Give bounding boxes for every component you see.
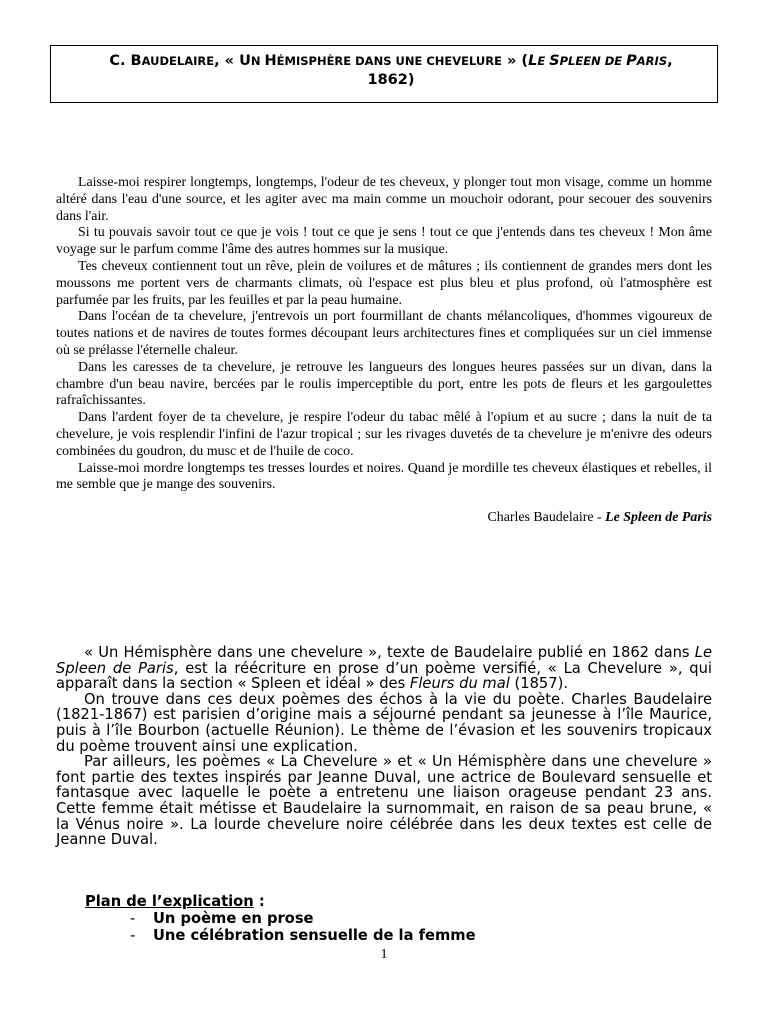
poem-text xyxy=(56,175,712,494)
introduction-text xyxy=(56,645,712,848)
page-number: 1 xyxy=(380,947,388,962)
poem-paragraph: Laisse-moi respirer longtemps, longtemps, l'odeur de tes cheveux, y plonger tout mon visage, comme un homme altéré dans l'eau d'une source, et les agiter avec ma main comme un mouchoir odorant, pour secouer des souvenirs dans l'air. xyxy=(56,175,712,224)
plan-list xyxy=(85,910,685,944)
intro-paragraph: Par ailleurs, les poèmes « La Chevelure » et « Un Hémisphère dans une chevelure » font partie des textes inspirés par Jeanne Duval, une actrice de Boulevard sensuelle et fantasque avec laquelle le poète a entretenu une liaison orageuse pendant 23 ans. Cette femme était métisse et Baudelaire la surnommait, en raison de sa peau brune, « la Vénus noire ». La lourde chevelure noire célébrée dans les deux textes est celle de Jeanne Duval. xyxy=(56,753,712,849)
poem-paragraph: Laisse-moi mordre longtemps tes tresses lourdes et noires. Quand je mordille tes cheveux élastiques et rebelles, il me semble que je mange des souvenirs. xyxy=(56,460,712,493)
poem-signature xyxy=(56,510,712,526)
poem-paragraph: Tes cheveux contiennent tout un rêve, plein de voilures et de mâtures ; ils contiennent de grandes mers dont les moussons me portent vers de charmants climats, où l'espace est plus bleu et plus profond, où l'atmosphère est parfumée par les fruits, par les feuilles et par la peau humaine. xyxy=(56,258,712,308)
signature-work: Le Spleen de Paris xyxy=(605,510,712,525)
signature-author: Charles Baudelaire - xyxy=(487,510,606,525)
plan-item: - Un poème en prose xyxy=(130,910,314,927)
document-title-box xyxy=(50,45,718,103)
poem-paragraph: Dans les caresses de ta chevelure, je retrouve les langueurs des longues heures passées sur un divan, dans la chambre d'un beau navire, bercées par le roulis imperceptible du port, entre les pots de fleurs et les gargoulettes rafraîchissantes. xyxy=(56,359,712,409)
explanation-plan xyxy=(85,893,685,944)
poem-paragraph: Dans l'ardent foyer de ta chevelure, je respire l'odeur du tabac mêlé à l'opium et au sucre ; dans la nuit de ta chevelure, je vois resplendir l'infini de l'azur tropical ; sur les rivages duvetés de ta chevelure je m'enivre des odeurs combinées du goudron, du musc et de l'huile de coco. xyxy=(56,410,712,459)
poem-paragraph: Dans l'océan de ta chevelure, j'entrevois un port fourmillant de chants mélancoliques, d'hommes vigoureux de toutes nations et de navires de toutes formes découpant leurs architectures fines et compliquées sur un ciel immense où se prélasse l'éternelle chaleur. xyxy=(56,309,712,358)
plan-item: - Une célébration sensuelle de la femme xyxy=(130,927,476,944)
intro-paragraph: On trouve dans ces deux poèmes des échos à la vie du poète. Charles Baudelaire (1821-1867) est parisien d’origine mais a séjourné pendant sa jeunesse à l’île Maurice, puis à l’île Bourbon (actuelle Réunion). Le thème de l’évasion et les souvenirs tropicaux du poème trouvent ainsi une explication. xyxy=(56,690,712,755)
title-year: 1862) xyxy=(367,72,415,88)
poem-paragraph: Si tu pouvais savoir tout ce que je vois ! tout ce que je sens ! tout ce que j'entends dans tes cheveux ! Mon âme voyage sur le parfum comme l'âme des autres hommes sur la musique. xyxy=(56,225,712,258)
plan-title: Plan de l’explication : xyxy=(85,893,265,910)
title-text: C. BAUDELAIRE, « UN HÉMISPHÈRE DANS UNE CHEVELURE » (LE SPLEEN DE PARIS, xyxy=(109,53,673,69)
intro-paragraph: « Un Hémisphère dans une chevelure », texte de Baudelaire publié en 1862 dans Le Spleen de Paris, est la réécriture en prose d’un poème versifié, « La Chevelure », qui apparaît dans la section « Spleen et idéal » des Fleurs du mal (1857). xyxy=(56,644,713,693)
